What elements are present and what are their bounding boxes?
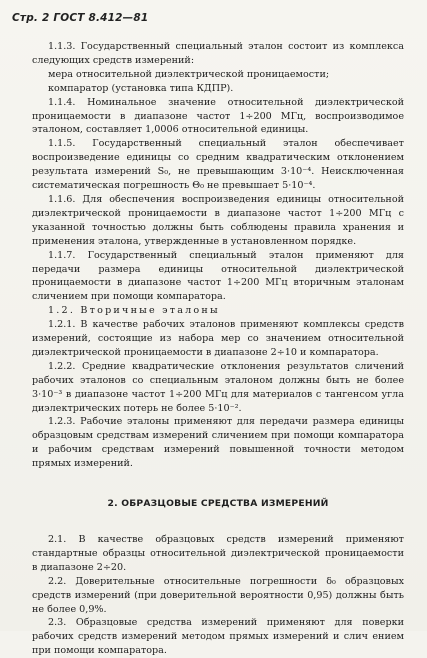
paragraph-2-2: 2.2. Доверительные относительные погрешности δ₀ образцовых средств измерений (при доверительной вероятности 0,95) должны быть не более 0,9%. <box>32 575 404 615</box>
list-item-comparator: компаратор (установка типа КДПР). <box>48 82 234 94</box>
document-body <box>32 40 404 658</box>
paragraph-1-1-3: 1.1.3. Государственный специальный эталон состоит из комплекса следующих средств измерений: <box>32 41 404 66</box>
paragraph-2-1: 2.1. В качестве образцовых средств измерений применяют стандартные образцы относительной диэлектрической проницаемости в диапазоне 2÷20. <box>32 534 404 573</box>
section-title: 2. ОБРАЗЦОВЫЕ СРЕДСТВА ИЗМЕРЕНИЙ <box>107 498 329 510</box>
paragraph-1-1-4: 1.1.4. Номинальное значение относительной диэлектрической проницаемости в диапазоне частот 1÷200 МГц, воспроизводимое эталоном, составляет 1,0006 относительной единицы. <box>32 96 404 136</box>
paragraph-1-1-5: 1.1.5. Государственный специальный эталон обеспечивает воспроизведение единицы со средним квадратическим отклонением результата измерений S₀, не превышающим 3·10⁻⁴. Неисключенная систематическая погрешность Θ₀ не превышает 5·10⁻⁴. <box>32 138 404 192</box>
list-item-measure: мера относительной диэлектрической проницаемости; <box>48 68 330 80</box>
paragraph-2-3: 2.3. Образцовые средства измерений применяют для поверки рабочих средств измерений методом прямых измерений и слич ением при помощи компаратора. <box>32 617 404 657</box>
subheading-text: 1.2. Вторичные эталоны <box>48 305 220 317</box>
page-header: Стр. 2 ГОСТ 8.412—81 <box>12 12 149 24</box>
paragraph-1-2-1: 1.2.1. В качестве рабочих эталонов применяют комплексы средств измерений, состоящие из набора мер со значением относительной диэлектрической проницаемости в диапазоне 2÷10 и компаратора. <box>32 319 404 358</box>
paragraph-1-2-2: 1.2.2. Средние квадратические отклонения результатов сличений рабочих эталонов со специальным эталоном должны быть не более 3·10⁻³ в диапазоне частот 1÷200 МГц для материалов с тангенсом угла диэлектрических потерь не более 5·10⁻². <box>32 360 404 414</box>
paragraph-1-1-7: 1.1.7. Государственный специальный эталон применяют для передачи размера единицы относительной диэлектрической проницаемости в диапазоне частот 1÷200 МГц вторичным эталонам сличением при помощи компаратора. <box>32 249 404 303</box>
paragraph-1-1-6: 1.1.6. Для обеспечения воспроизведения единицы относительной диэлектрической проницаемости в диапазоне частот 1÷200 МГц с указанной точностью должны быть соблюдены правила хранения и применения эталона, утвержденные в установленном порядке. <box>32 193 404 247</box>
paragraph-1-2-3: 1.2.3. Рабочие эталоны применяют для передачи размера единицы образцовым средствам измерений сличением при помощи компаратора и рабочим средствам измерений повышенной точности методом прямых измерений. <box>32 416 404 470</box>
subheading-secondary-standards <box>32 304 404 318</box>
